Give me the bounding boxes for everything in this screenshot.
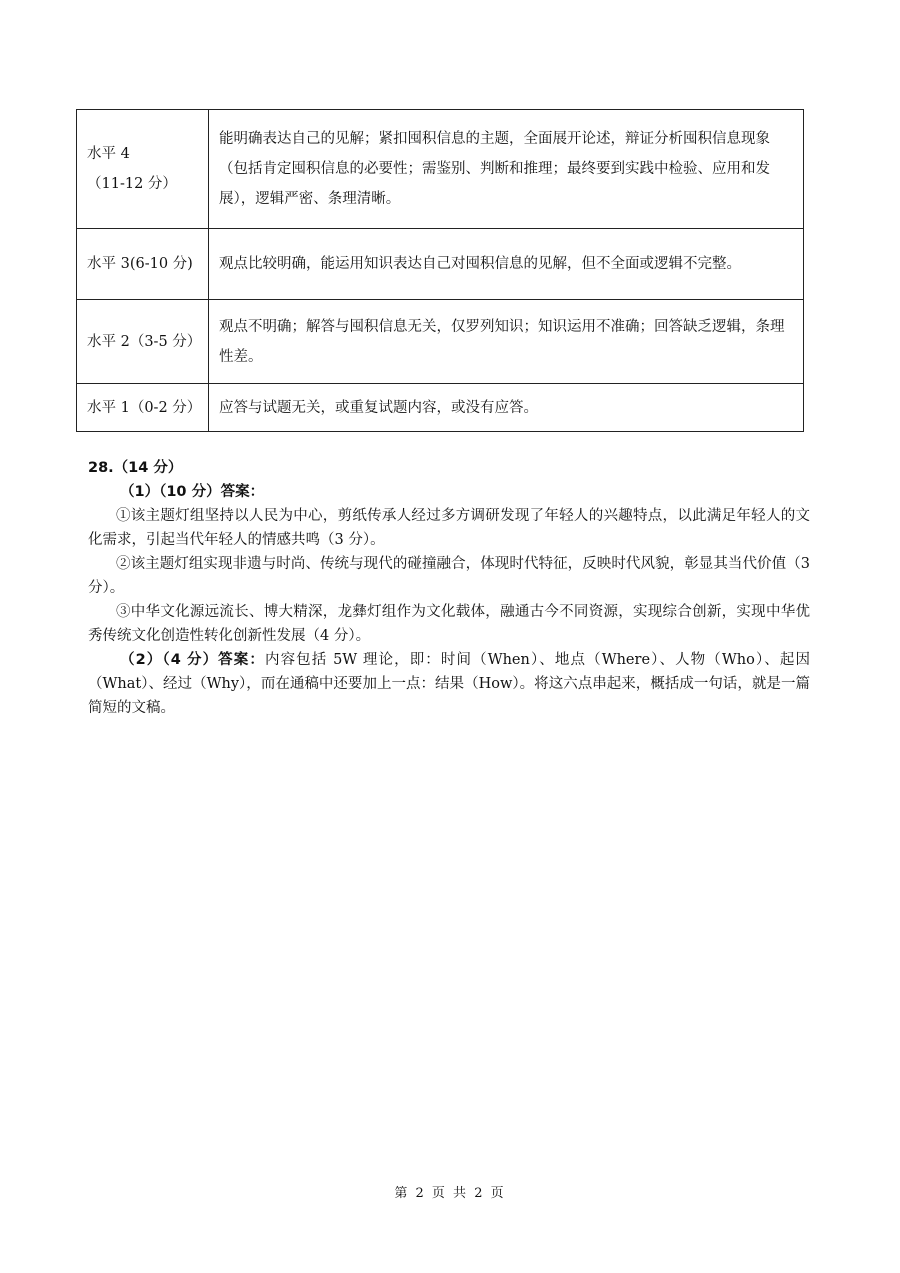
rubric-level-label: 水平 4 <box>87 146 130 162</box>
rubric-level-cell <box>77 300 209 384</box>
rubric-description: 观点不明确；解答与囤积信息无关，仅罗列知识；知识运用不准确；回答缺乏逻辑，条理性差。 <box>209 300 804 384</box>
rubric-row-level-2 <box>77 300 804 384</box>
rubric-level-cell <box>77 110 209 229</box>
rubric-description: 观点比较明确，能运用知识表达自己对囤积信息的见解，但不全面或逻辑不完整。 <box>209 229 804 300</box>
rubric-row-level-4 <box>77 110 804 229</box>
rubric-description: 能明确表达自己的见解；紧扣囤积信息的主题，全面展开论述，辩证分析囤积信息现象（包括肯定囤积信息的必要性；需鉴别、判断和推理；最终要到实践中检验、应用和发展），逻辑严密、条理清晰。 <box>209 110 804 229</box>
rubric-level-score: （11-12 分） <box>87 176 177 192</box>
rubric-level-label: 水平 1（0-2 分） <box>87 399 202 416</box>
question-title: 28.（14 分） <box>88 460 183 476</box>
rubric-level-label: 水平 3(6-10 分) <box>87 256 193 272</box>
scoring-rubric-table <box>76 109 804 432</box>
part1-point-3: ③中华文化源远流长、博大精深，龙彝灯组作为文化载体，融通古今不同资源，实现综合创新，实现中华优秀传统文化创造性转化创新性发展（4 分）。 <box>88 604 810 644</box>
rubric-row-level-3 <box>77 229 804 300</box>
page-footer: 第 2 页 共 2 页 <box>394 1186 506 1201</box>
part2-heading: （2）（4 分）答案： <box>120 652 265 668</box>
question-28-answer <box>88 456 810 720</box>
part1-point-2: ②该主题灯组实现非遗与时尚、传统与现代的碰撞融合，体现时代特征，反映时代风貌，彰显其当代价值（3 分）。 <box>88 556 810 596</box>
rubric-description: 应答与试题无关，或重复试题内容，或没有应答。 <box>209 384 804 432</box>
part1-point-1: ①该主题灯组坚持以人民为中心，剪纸传承人经过多方调研发现了年轻人的兴趣特点，以此满足年轻人的文化需求，引起当代年轻人的情感共鸣（3 分）。 <box>88 508 810 548</box>
part2-text: 内容包括 5W 理论，即：时间（When）、地点（Where）、人物（Who）、起因（What）、经过（Why），而在通稿中还要加上一点：结果（How）。将这六点串起来，概括成一句话，就是一篇简短的文稿。 <box>88 652 810 716</box>
part1-heading: （1）（10 分）答案： <box>120 484 265 500</box>
part2-paragraph <box>88 648 810 720</box>
rubric-level-label: 水平 2（3-5 分） <box>87 333 202 350</box>
rubric-row-level-1 <box>77 384 804 432</box>
rubric-level-cell <box>77 229 209 300</box>
rubric-level-cell <box>77 384 209 432</box>
